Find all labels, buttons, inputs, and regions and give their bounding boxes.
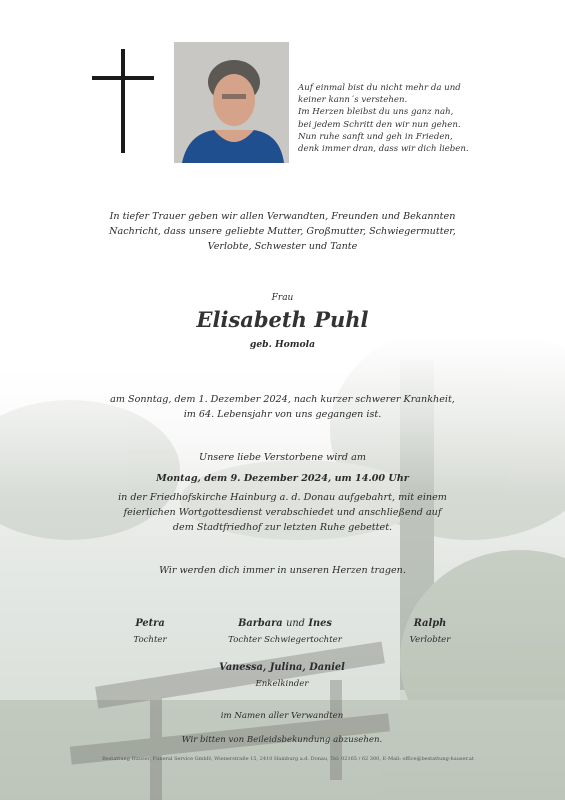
intro-line: In tiefer Trauer geben wir allen Verwandten, Freunden und Bekannten <box>109 211 456 222</box>
intro-line: Verlobte, Schwester und Tante <box>207 241 358 252</box>
funeral-detail-line: in der Friedhofskirche Hainburg a. d. Donau aufgebahrt, mit einem <box>118 492 447 503</box>
funeral-detail-line: dem Stadtfriedhof zur letzten Ruhe gebettet. <box>172 522 393 533</box>
deceased-name: Elisabeth Puhl <box>196 307 369 332</box>
mourner-barbara-ines <box>215 618 355 645</box>
mourner-petra <box>110 618 190 645</box>
death-line: am Sonntag, dem 1. Dezember 2024, nach kurzer schwerer Krankheit, <box>110 394 455 405</box>
mourner-relation-a: Tochter <box>228 635 262 645</box>
birth-name: geb. Homola <box>249 339 316 350</box>
poem-line: keiner kann´s verstehen. <box>298 95 408 106</box>
mourner-and: und <box>286 618 305 629</box>
mourner-relation: Verlobter <box>409 635 451 645</box>
mourner-name: Vanessa, Julina, Daniel <box>219 662 345 673</box>
honorific: Frau <box>271 293 294 303</box>
mourner-name <box>215 618 355 629</box>
mourner-ralph <box>390 618 470 645</box>
mourner-name: Petra <box>135 618 165 629</box>
funeral-home-footer: Bestattung Hauser, Funeral Service GmbH, Wienerstraße 15, 2410 Hainburg a.d. Donau, Tel: 02165 / 62 300, E-Mail: office@bestattung-hauser.at <box>102 756 474 762</box>
on-behalf-of-relatives: im Namen aller Verwandten <box>220 711 344 721</box>
funeral-date: Montag, dem 9. Dezember 2024, um 14.00 Uhr <box>156 473 409 484</box>
death-line: im 64. Lebensjahr von uns gegangen ist. <box>183 409 382 420</box>
cross-icon <box>121 49 125 153</box>
mourner-name: Ralph <box>413 618 447 629</box>
cross-icon-bar <box>92 76 154 80</box>
poem <box>298 82 469 155</box>
funeral-details <box>0 450 565 535</box>
mourner-relation: Enkelkinder <box>255 679 309 689</box>
poem-line: Im Herzen bleibst du uns ganz nah, <box>298 107 454 118</box>
mourner-name-a: Barbara <box>238 618 283 629</box>
portrait-photo <box>174 42 289 163</box>
closing-line: Wir werden dich immer in unseren Herzen tragen. <box>159 565 406 576</box>
intro-text <box>0 209 565 254</box>
funeral-intro: Unsere liebe Verstorbene wird am <box>199 452 366 463</box>
poem-line: Nun ruhe sanft und geh in Frieden, <box>298 131 453 142</box>
mourner-relation: Tochter <box>133 635 167 645</box>
intro-line: Nachricht, dass unsere geliebte Mutter, Großmutter, Schwiegermutter, <box>109 226 456 237</box>
funeral-detail-line: feierlichen Wortgottesdienst verabschiedet und anschließend auf <box>123 507 442 518</box>
mourner-relation <box>215 635 355 645</box>
poem-line: Auf einmal bist du nicht mehr da und <box>298 83 461 93</box>
mourner-name-b: Ines <box>308 618 332 629</box>
poem-line: bei jedem Schritt den wir nun gehen. <box>298 119 461 130</box>
condolence-request: Wir bitten von Beileidsbekundung abzusehen. <box>181 735 383 745</box>
mourner-relation-b: Schwiegertochter <box>264 635 342 645</box>
poem-line: denk immer dran, dass wir dich lieben. <box>298 144 469 155</box>
death-notice <box>0 392 565 422</box>
mourner-grandchildren <box>182 662 382 689</box>
